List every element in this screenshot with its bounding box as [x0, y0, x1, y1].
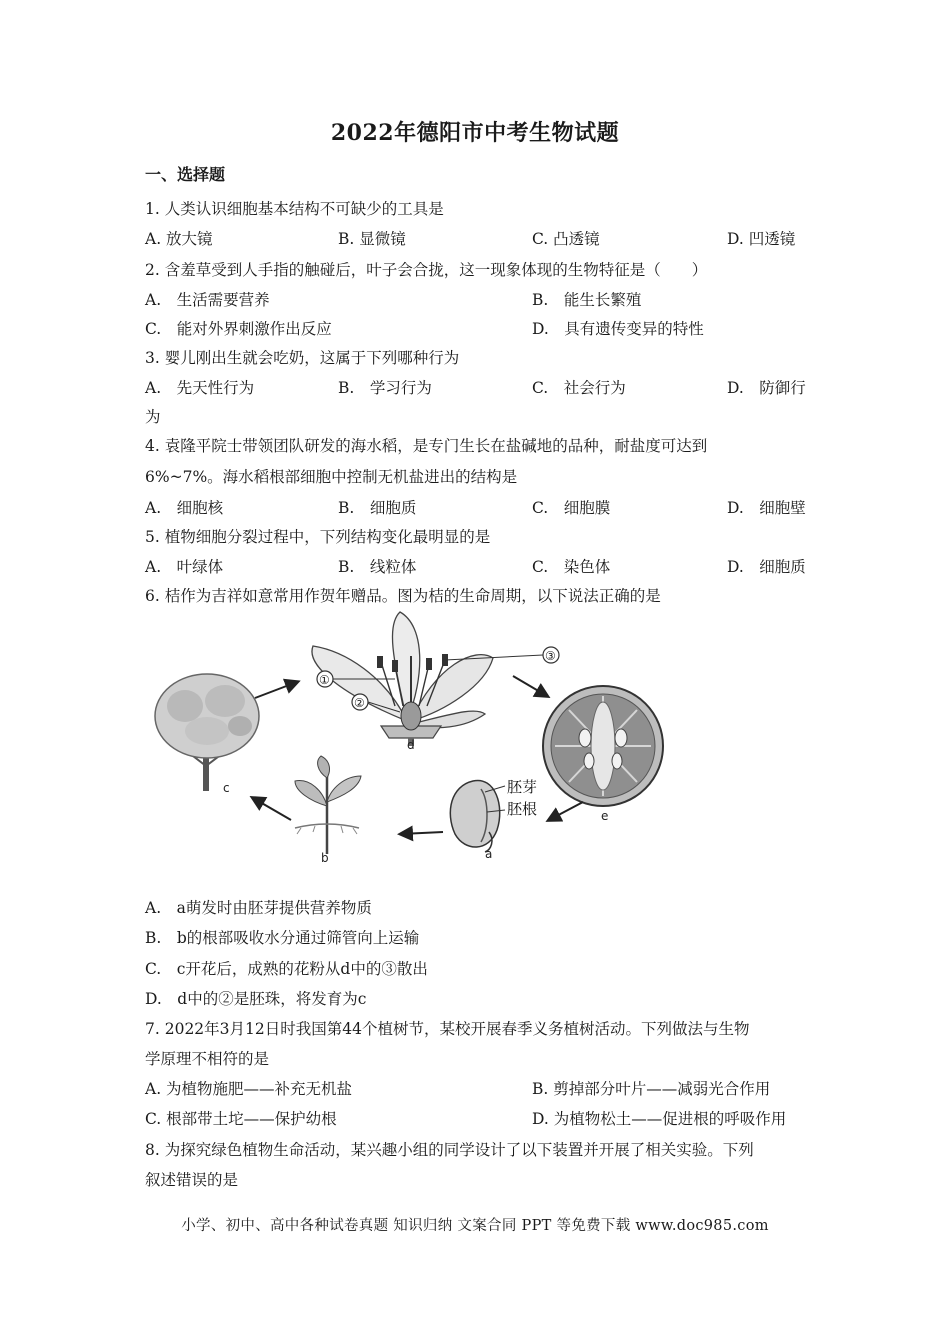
q2-option-d: D. 具有遗传变异的特性 — [532, 320, 704, 338]
label-embryo-root: 胚根 — [507, 800, 538, 818]
q1-option-c: C. 凸透镜 — [532, 230, 600, 248]
question-5-stem: 5. 植物细胞分裂过程中，下列结构变化最明显的是 — [145, 528, 491, 546]
q6-option-d: D. d中的②是胚珠，将发育为c — [145, 990, 367, 1008]
arrow-flower-to-fruit — [513, 676, 547, 696]
q4-option-c: C. 细胞膜 — [532, 499, 611, 517]
q3-option-a: A. 先天性行为 — [145, 379, 255, 397]
q3-option-c: C. 社会行为 — [532, 379, 626, 397]
page-title: 2022年德阳市中考生物试题 — [330, 120, 620, 146]
label-embryo-bud: 胚芽 — [507, 778, 538, 796]
arrow-fruit-to-seed — [549, 802, 583, 820]
q4-option-a: A. 细胞核 — [145, 499, 224, 517]
q7-option-c: C. 根部带土坨——保护幼根 — [145, 1110, 337, 1128]
q5-option-b: B. 线粒体 — [338, 558, 417, 576]
q2-option-a: A. 生活需要营养 — [145, 291, 270, 309]
orange-life-cycle-figure — [145, 606, 685, 874]
question-8-stem-line2: 叙述错误的是 — [145, 1171, 239, 1189]
q6-option-a: A. a萌发时由胚芽提供营养物质 — [145, 899, 372, 917]
label-a: a — [485, 847, 493, 861]
question-7-stem: 7. 2022年3月12日时我国第44个植树节，某校开展春季义务植树活动。下列做法与生物 — [145, 1020, 750, 1038]
q4-option-d: D. 细胞壁 — [727, 499, 806, 517]
seedling-illustration — [295, 756, 361, 854]
q6-option-b: B. b的根部吸收水分通过筛管向上运输 — [145, 929, 420, 947]
question-6-stem: 6. 桔作为吉祥如意常用作贺年赠品。图为桔的生命周期，以下说法正确的是 — [145, 587, 661, 605]
q7-option-d: D. 为植物松土——促进根的呼吸作用 — [532, 1110, 787, 1128]
q5-option-a: A. 叶绿体 — [145, 558, 224, 576]
question-4-stem: 4. 袁隆平院士带领团队研发的海水稻，是专门生长在盐碱地的品种，耐盐度可达到 — [145, 437, 708, 455]
footer-banner: 小学、初中、高中各种试卷真题 知识归纳 文案合同 PPT 等免费下载 www.doc985.com — [181, 1218, 769, 1234]
callout-3: ③ — [545, 649, 556, 663]
q7-option-a: A. 为植物施肥——补充无机盐 — [145, 1080, 353, 1098]
arrow-seedling-to-tree — [253, 798, 291, 820]
question-3-stem: 3. 婴儿刚出生就会吃奶，这属于下列哪种行为 — [145, 349, 460, 367]
fruit-cross-section — [543, 686, 663, 806]
q5-option-c: C. 染色体 — [532, 558, 611, 576]
question-2-stem: 2. 含羞草受到人手指的触碰后，叶子会合拢，这一现象体现的生物特征是（ ） — [145, 261, 708, 279]
label-b: b — [321, 851, 329, 865]
q2-option-b: B. 能生长繁殖 — [532, 291, 642, 309]
callout-1: ① — [319, 673, 330, 687]
tree-illustration — [155, 674, 259, 791]
q1-option-b: B. 显微镜 — [338, 230, 406, 248]
question-4-stem-line2: 6%~7%。海水稻根部细胞中控制无机盐进出的结构是 — [145, 468, 518, 486]
question-7-stem-line2: 学原理不相符的是 — [145, 1050, 270, 1068]
q6-option-c: C. c开花后，成熟的花粉从d中的③散出 — [145, 960, 428, 978]
q4-option-b: B. 细胞质 — [338, 499, 417, 517]
label-c: c — [223, 781, 230, 795]
q5-option-d: D. 细胞质 — [727, 558, 806, 576]
label-d: d — [407, 738, 415, 752]
q3-option-d-wrap: 为 — [145, 408, 161, 426]
q1-option-d: D. 凹透镜 — [727, 230, 796, 248]
callout-2: ② — [354, 696, 365, 710]
q1-option-a: A. 放大镜 — [145, 230, 213, 248]
label-e: e — [601, 809, 609, 823]
q2-option-c: C. 能对外界刺激作出反应 — [145, 320, 332, 338]
arrow-seed-to-seedling — [401, 832, 443, 834]
seed-illustration — [450, 780, 499, 852]
question-8-stem: 8. 为探究绿色植物生命活动，某兴趣小组的同学设计了以下装置并开展了相关实验。下列 — [145, 1141, 754, 1159]
arrow-tree-to-flower — [255, 682, 297, 698]
q3-option-b: B. 学习行为 — [338, 379, 432, 397]
q7-option-b: B. 剪掉部分叶片——减弱光合作用 — [532, 1080, 771, 1098]
question-1-stem: 1. 人类认识细胞基本结构不可缺少的工具是 — [145, 200, 444, 218]
q3-option-d: D. 防御行 — [727, 379, 806, 397]
section-heading: 一、选择题 — [145, 165, 226, 184]
